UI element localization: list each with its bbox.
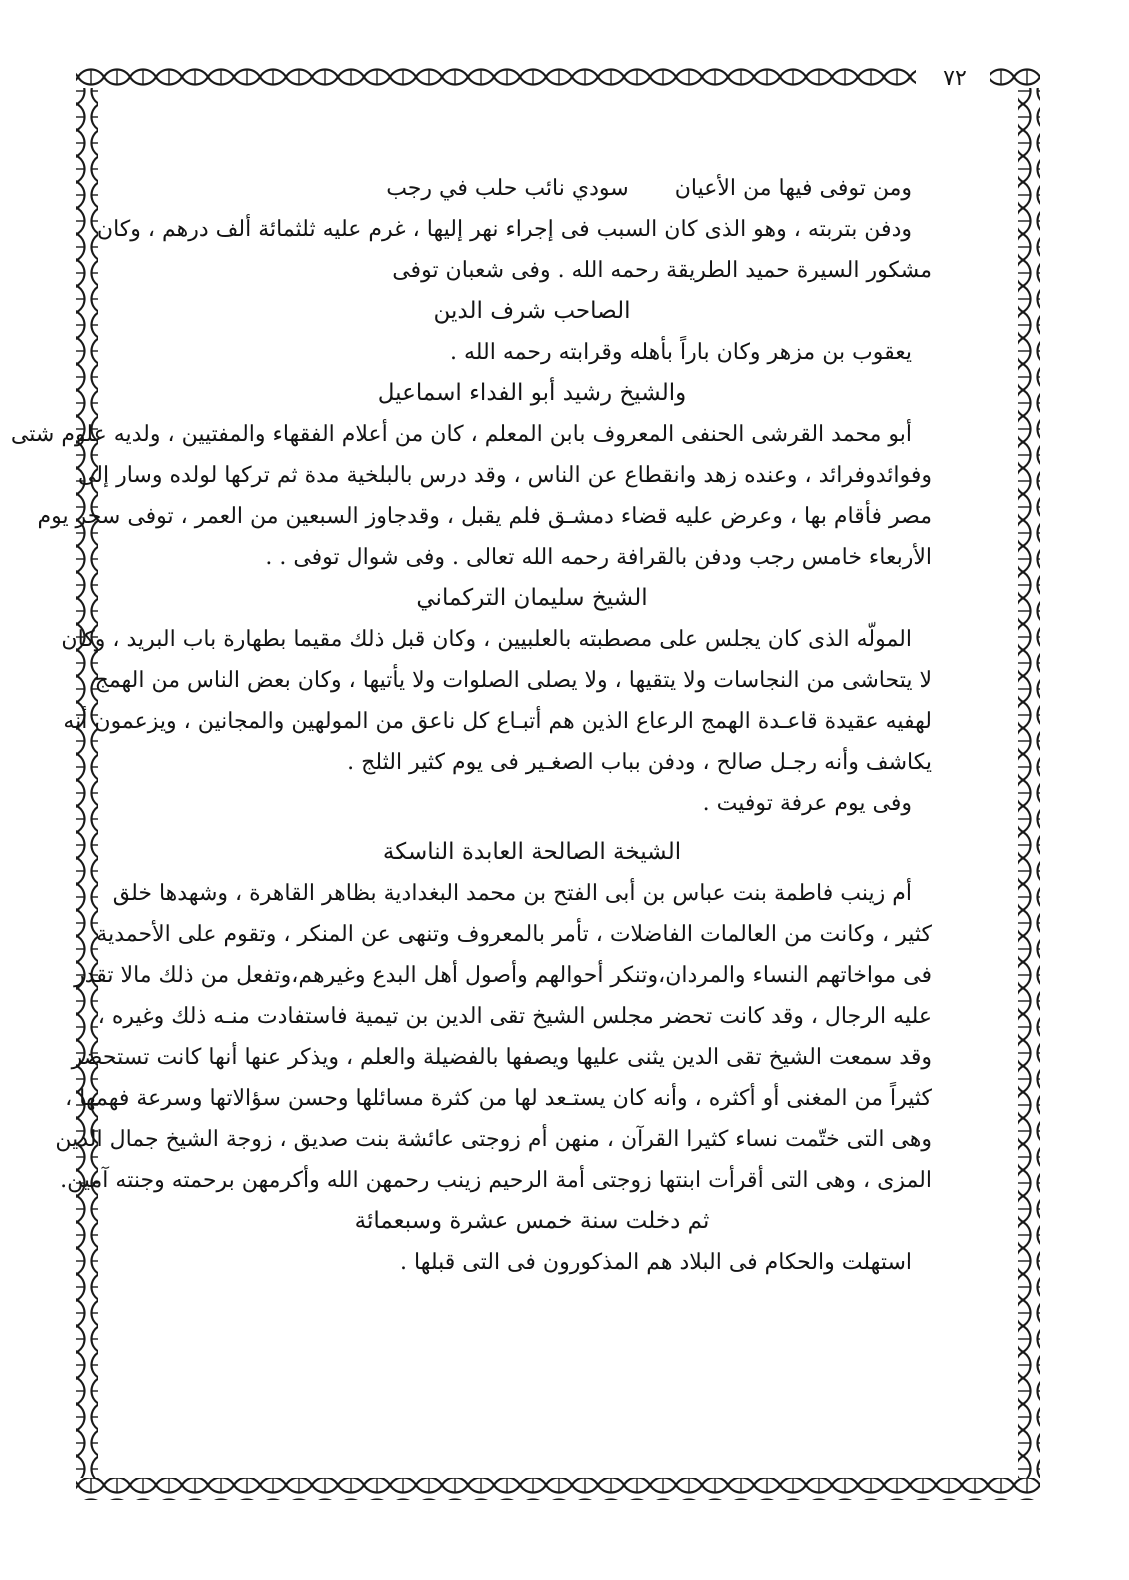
section-heading: الشيخ سليمان التركماني [416,585,648,611]
text-line: وهى التى ختّمت نساء كثيرا القرآن ، منهن أم زوجتى عائشة بنت صديق ، زوجة الشيخ جمال الدين [55,1127,932,1152]
border-top-left [76,66,916,88]
text-line [132,168,932,209]
section-heading: ثم دخلت سنة خمس عشرة وسبعمائة [354,1208,710,1234]
section-heading: الشيخة الصالحة العابدة الناسكة [382,839,682,865]
text-line: الأربعاء خامس رجب ودفن بالقرافة رحمه الله تعالى . وفى شوال توفى . . [265,545,932,570]
text-line: وفى يوم عرفة توفيت . [702,791,912,816]
text-line: كثير ، وكانت من العالمات الفاضلات ، تأمر بالمعروف وتنهى عن المنكر ، وتقوم على الأحمدية [96,922,932,947]
page-body [10,168,932,1283]
text-line: أبو محمد القرشى الحنفى المعروف بابن المعلم ، كان من أعلام الفقهاء والمفتيين ، ولديه علوم شتى [10,422,912,447]
text-line: وقد سمعت الشيخ تقى الدين يثنى عليها ويصفها بالفضيلة والعلم ، ويذكر عنها أنها كانت تستحضر [71,1045,932,1070]
text-line: يكاشف وأنه رجـل صالح ، ودفن بباب الصغـير فى يوم كثير الثلج . [347,750,932,775]
section-heading: والشيخ رشيد أبو الفداء اسماعيل [377,380,687,406]
text-line: مشكور السيرة حميد الطريقة رحمه الله . وفى شعبان توفى [392,258,932,283]
text-line: مصر فأقام بها ، وعرض عليه قضاء دمشـق فلم يقبل ، وقدجاوز السبعين من العمر ، توفى سحر يوم [37,504,932,529]
border-bottom [76,1478,1040,1500]
text-line: المزى ، وهى التى أقرأت ابنتها زوجتى أمة الرحيم زينب رحمهن الله وأكرمهن برحمته وجنته آمين. [60,1168,932,1193]
text-line: عليه الرجال ، وقد كانت تحضر مجلس الشيخ تقى الدين بن تيمية فاستفادت منـه ذلك وغيره ، [97,1004,932,1029]
text-line: استهلت والحكام فى البلاد هم المذكورون فى التى قبلها . [400,1250,912,1275]
page-number: ٧٢ [943,66,967,91]
text-segment: ومن توفى فيها من الأعيان [674,176,912,201]
text-line: أم زينب فاطمة بنت عباس بن أبى الفتح بن محمد البغدادية بظاهر القاهرة ، وشهدها خلق [112,881,912,906]
border-left [76,88,98,1478]
text-line: كثيراً من المغنى أو أكثره ، وأنه كان يستـعد لها من كثرة مسائلها وحسن سؤالاتها وسرعة فهمها ، [65,1086,932,1111]
border-right [1018,88,1040,1478]
text-line: وفوائدوفرائد ، وعنده زهد وانقطاع عن الناس ، وقد درس بالبلخية مدة ثم تركها لولده وسار إلى [77,463,932,488]
text-line: ودفن بتربته ، وهو الذى كان السبب فى إجراء نهر إليها ، غرم عليه ثلثمائة ألف درهم ، وكان [96,217,912,242]
border-top-right [990,66,1040,88]
text-line: فى مواخاتهم النساء والمردان،وتنكر أحوالهم وأصول أهل البدع وغيرهم،وتفعل من ذلك مالا تقدر [74,963,932,988]
text-line: لهفيه عقيدة قاعـدة الهمج الرعاع الذين هم أتبـاع كل ناعق من المولهين والمجانين ، ويزعمون أنه [63,709,932,734]
text-line: المولّه الذى كان يجلس على مصطبته بالعلبيين ، وكان قبل ذلك مقيما بطهارة باب البريد ، وكان [61,627,912,652]
text-line: يعقوب بن مزهر وكان باراً بأهله وقرابته رحمه الله . [449,340,912,365]
section-heading: الصاحب شرف الدين [433,298,631,324]
text-segment: سودي نائب حلب في رجب [386,176,629,201]
text-line: لا يتحاشى من النجاسات ولا يتقيها ، ولا يصلى الصلوات ولا يأتيها ، وكان بعض الناس من الهمج [94,668,932,693]
